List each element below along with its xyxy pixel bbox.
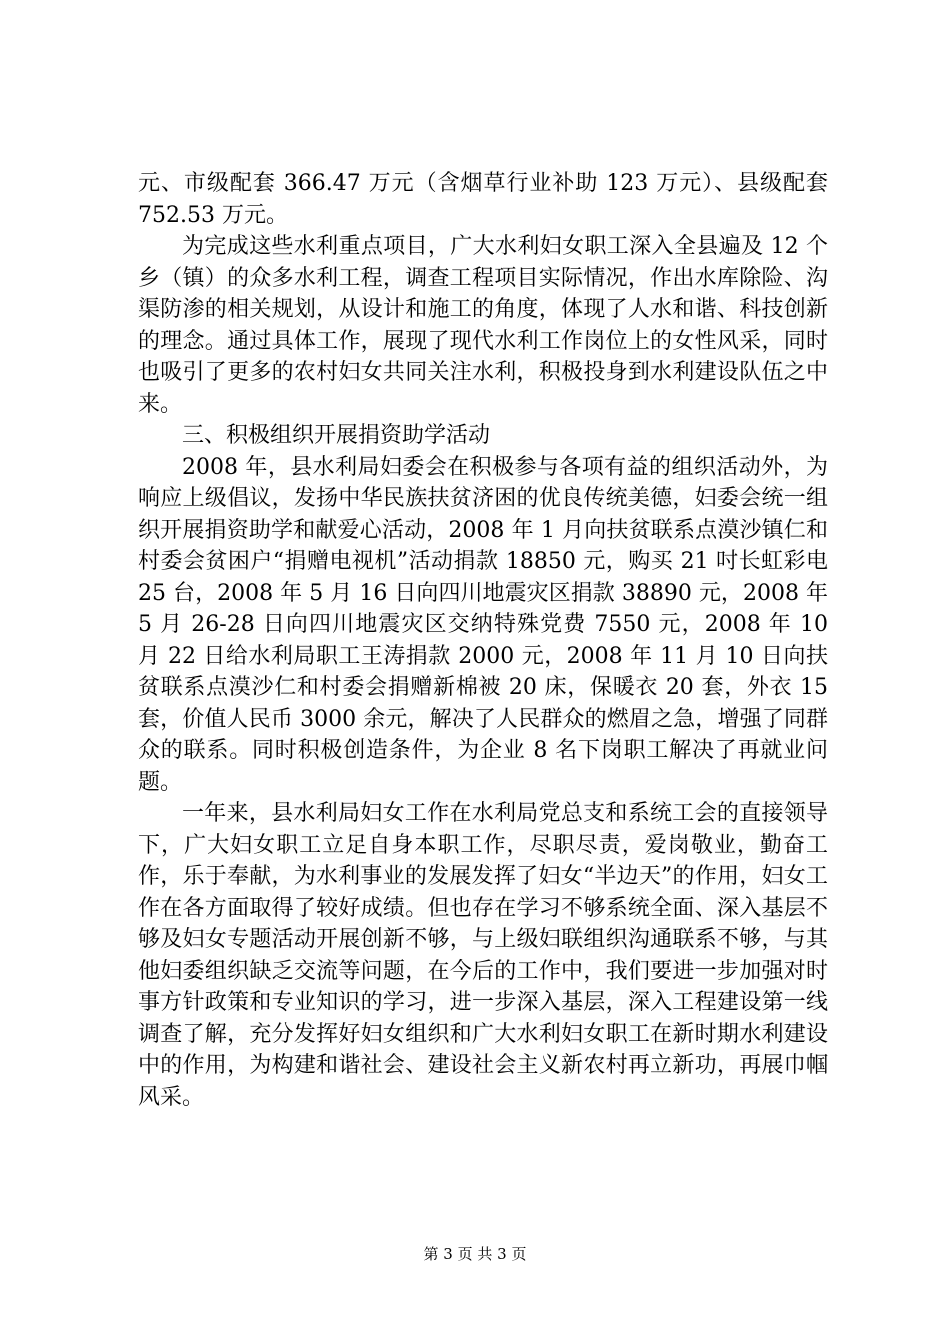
document-body bbox=[138, 168, 828, 1113]
paragraph-water-projects: 为完成这些水利重点项目，广大水利妇女职工深入全县遍及 12 个乡（镇）的众多水利工程，调查工程项目实际情况，作出水库除险、沟渠防渗的相关规划，从设计和施工的角度，体现了人水和谐、科技创新的理念。通过具体工作，展现了现代水利工作岗位上的女性风采，同时也吸引了更多的农村妇女共同关注水利，积极投身到水利建设队伍之中来。 bbox=[138, 234, 828, 417]
section-heading: 三、积极组织开展捐资助学活动 bbox=[182, 423, 491, 448]
paragraph-donation-activities: 2008 年，县水利局妇委会在积极参与各项有益的组织活动外，为响应上级倡议，发扬中华民族扶贫济困的优良传统美德，妇委会统一组织开展捐资助学和献爱心活动，2008 年 1 月向扶贫联系点漠沙镇仁和村委会贫困户“捐赠电视机”活动捐款 18850 元，购买 21 吋长虹彩电 25 台，2008 年 5 月 16 日向四川地震灾区捐款 38890 元，2008 年 5 月 26-28 日向四川地震灾区交纳特殊党费 7550 元，2008 年 10 月 22 日给水利局职工王涛捐款 2000 元，2008 年 11 月 10 日向扶贫联系点漠沙仁和村委会捐赠新棉被 20 床，保暖衣 20 套，外衣 15 套，价值人民币 3000 余元，解决了人民群众的燃眉之急，增强了同群众的联系。同时积极创造条件，为企业 8 名下岗职工解决了再就业问题。 bbox=[138, 454, 828, 795]
page-footer: 第 3 页 共 3 页 bbox=[423, 1245, 527, 1263]
paragraph-summary: 一年来，县水利局妇女工作在水利局党总支和系统工会的直接领导下，广大妇女职工立足自身本职工作，尽职尽责，爱岗敬业，勤奋工作，乐于奉献，为水利事业的发展发挥了妇女“半边天”的作用，妇女工作在各方面取得了较好成绩。但也存在学习不够系统全面、深入基层不够及妇女专题活动开展创新不够，与上级妇联组织沟通联系不够，与其他妇委组织缺乏交流等问题，在今后的工作中，我们要进一步加强对时事方针政策和专业知识的学习，进一步深入基层，深入工程建设第一线调查了解，充分发挥好妇女组织和广大水利妇女职工在新时期水利建设中的作用，为构建和谐社会、建设社会主义新农村再立新功，再展巾帼风采。 bbox=[138, 801, 828, 1110]
paragraph-continuation: 元、市级配套 366.47 万元（含烟草行业补助 123 万元）、县级配套 752.53 万元。 bbox=[138, 171, 828, 228]
